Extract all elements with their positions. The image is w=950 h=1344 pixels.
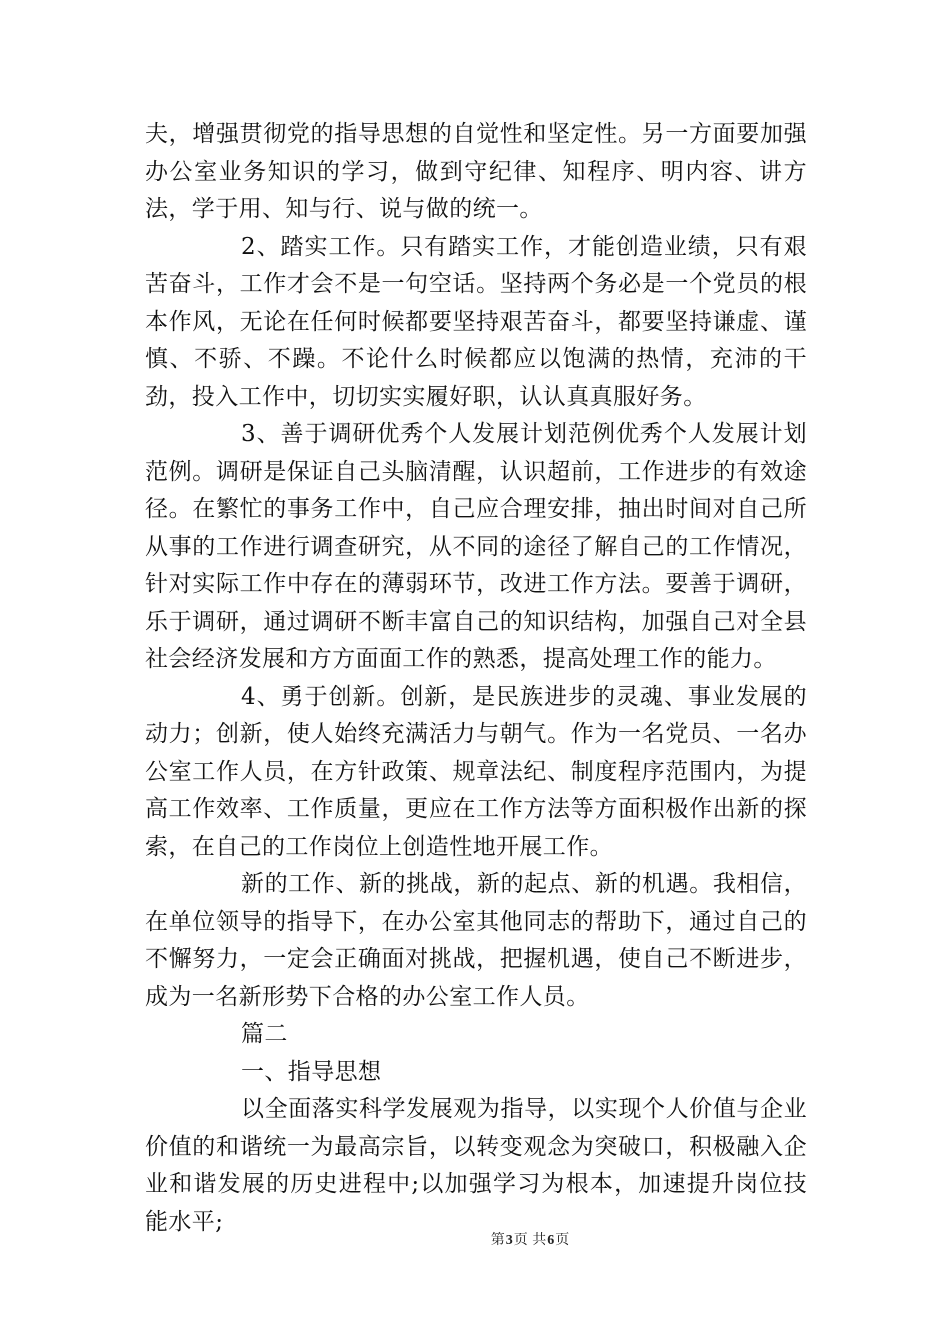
paragraph-3: 3、善于调研优秀个人发展计划范例优秀个人发展计划范例。调研是保证自己头脑清醒，认识超前，工作进步的有效途径。在繁忙的事务工作中，自己应合理安排，抽出时间对自己所从事的工作进行调查研究，从不同的途径了解自己的工作情况，针对实际工作中存在的薄弱环节，改进工作方法。要善于调研，乐于调研，通过调研不断丰富自己的知识结构，加强自己对全县社会经济发展和方方面面工作的熟悉，提高处理工作的能力。 [145, 421, 807, 672]
footer-total-pages: 6 [547, 1233, 555, 1248]
footer-prefix: 第 [490, 1232, 505, 1248]
paragraph-1: 夫，增强贯彻党的指导思想的自觉性和坚定性。另一方面要加强办公室业务知识的学习，做到守纪律、知程序、明内容、讲方法，学于用、知与行、说与做的统一。 [145, 121, 807, 222]
paragraph-4: 4、勇于创新。创新，是民族进步的灵魂、事业发展的动力；创新，使人始终充满活力与朝气。作为一名党员、一名办公室工作人员，在方针政策、规章法纪、制度程序范围内，为提高工作效率、工作质量，更应在工作方法等方面积极作出新的探索，在自己的工作岗位上创造性地开展工作。 [145, 683, 807, 860]
page-footer [0, 1230, 950, 1251]
document-body [145, 116, 807, 1241]
subheading: 一、指导思想 [241, 1058, 382, 1085]
footer-middle: 页 共 [513, 1232, 547, 1248]
paragraph-final: 以全面落实科学发展观为指导，以实现个人价值与企业价值的和谐统一为最高宗旨，以转变观念为突破口，积极融入企业和谐发展的历史进程中;以加强学习为根本，加速提升岗位技能水平; [145, 1096, 807, 1235]
section-title: 篇二 [241, 1021, 288, 1047]
paragraph-2: 2、踏实工作。只有踏实工作，才能创造业绩，只有艰苦奋斗，工作才会不是一句空话。坚持两个务必是一个党员的根本作风，无论在任何时候都要坚持艰苦奋斗，都要坚持谦虚、谨慎、不骄、不躁。不论什么时候都应以饱满的热情，充沛的干劲，投入工作中，切切实实履好职，认认真真服好务。 [145, 233, 807, 410]
footer-page-number: 3 [505, 1233, 513, 1248]
paragraph-5: 新的工作、新的挑战，新的起点、新的机遇。我相信，在单位领导的指导下，在办公室其他同志的帮助下，通过自己的不懈努力，一定会正确面对挑战，把握机遇，使自己不断进步，成为一名新形势下合格的办公室工作人员。 [145, 871, 807, 1010]
footer-suffix: 页 [555, 1232, 570, 1248]
